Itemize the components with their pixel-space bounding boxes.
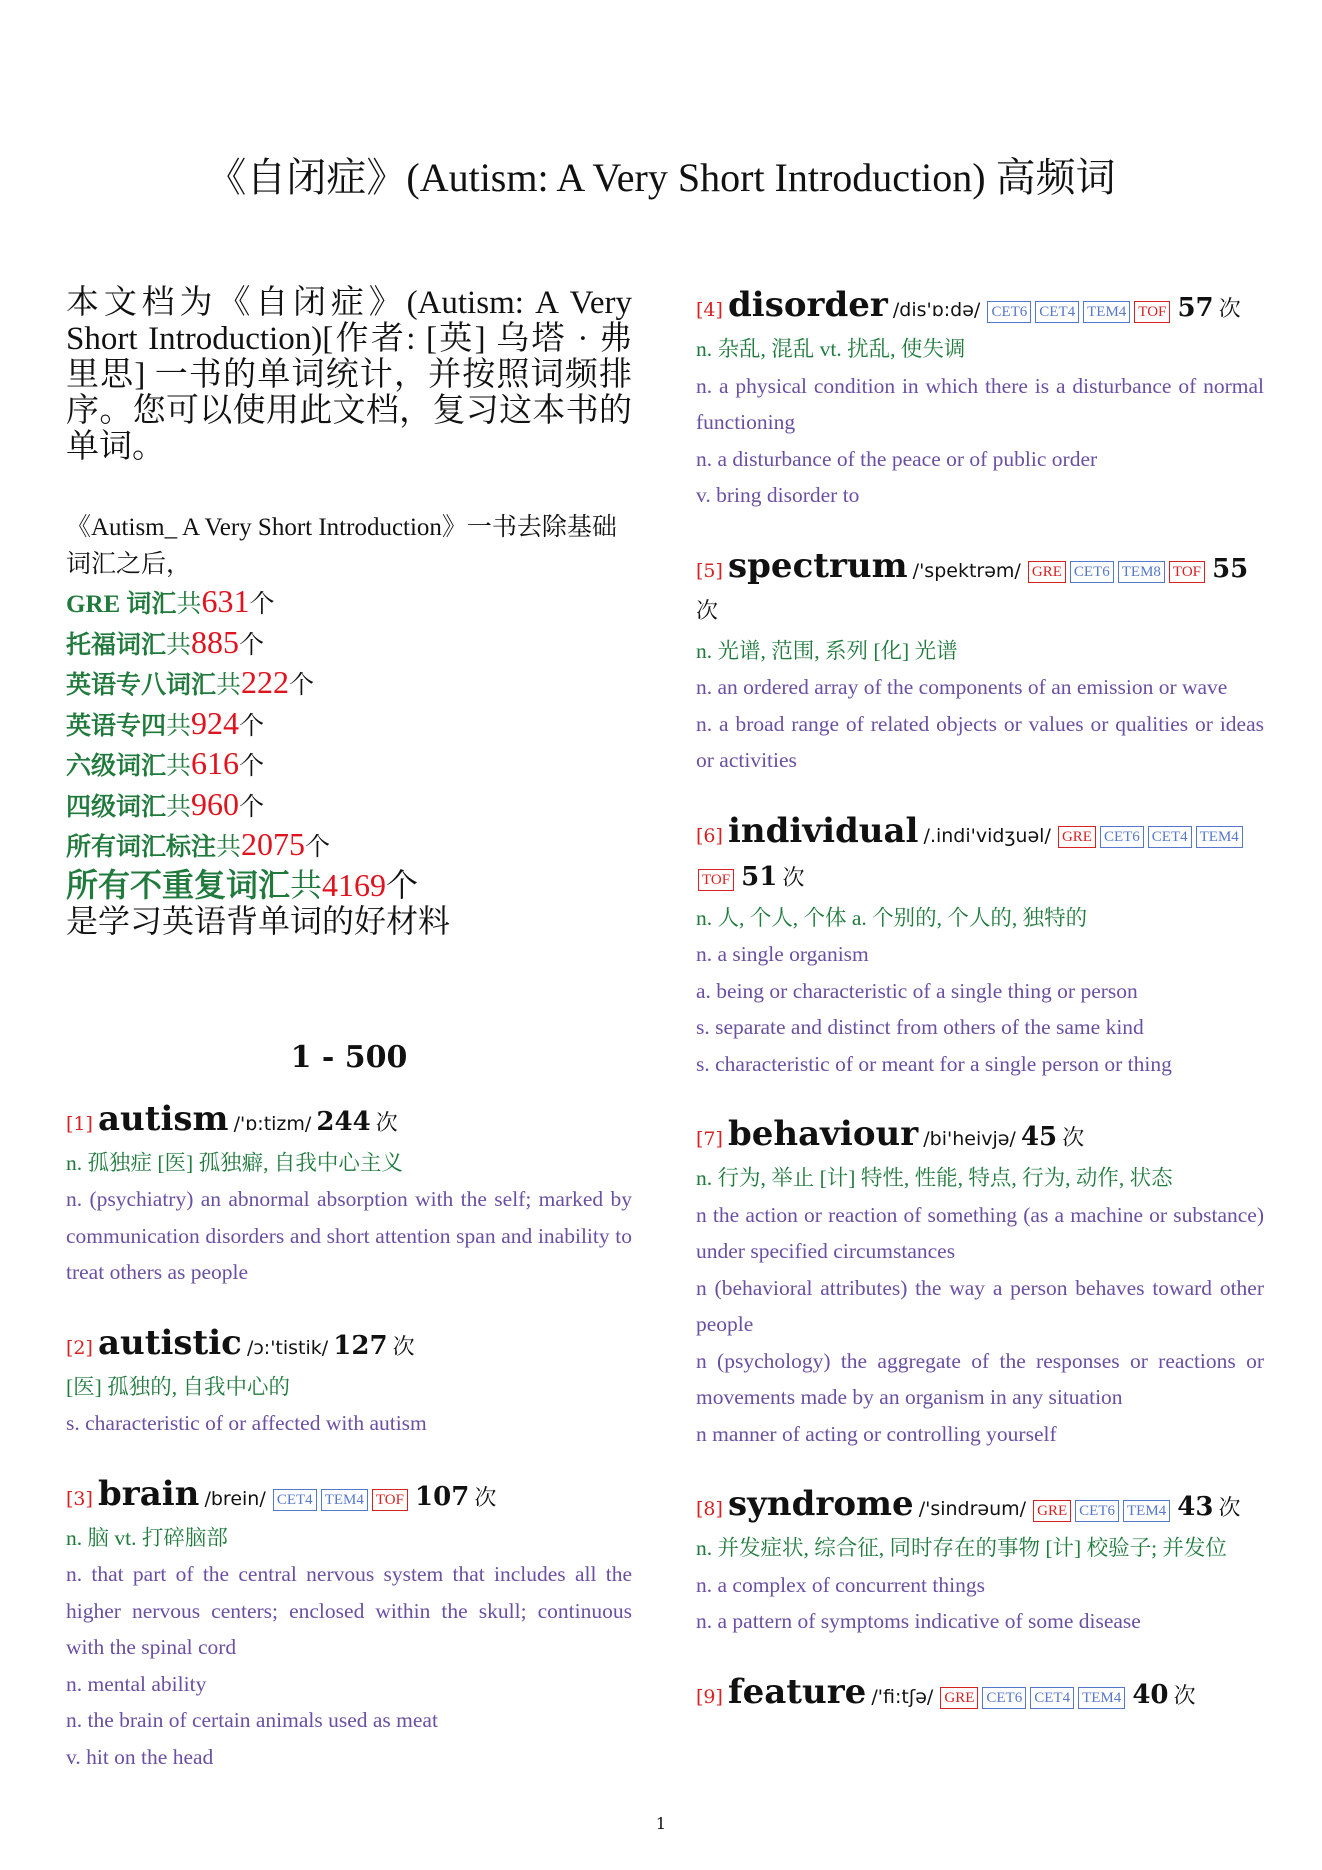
- entry-definition: n. a broad range of related objects or values or qualities or ideas or activities: [696, 711, 1264, 772]
- entry-head: [696, 1672, 1264, 1718]
- entry-phonetic: /'fi:tʃə/: [871, 1685, 934, 1708]
- entry-count: 127: [333, 1330, 388, 1361]
- stats-row: [66, 583, 632, 624]
- exam-tag: CET4: [1035, 301, 1079, 323]
- entry-word: autism: [98, 1098, 229, 1139]
- entry-definition: v. bring disorder to: [696, 483, 860, 507]
- entry-index: [7]: [696, 1128, 723, 1150]
- stats-suffix: 共: [216, 672, 242, 699]
- entry-definition: a. being or characteristic of a single thing or person: [696, 978, 1138, 1003]
- exam-tag: CET4: [273, 1489, 317, 1511]
- entry-head: [696, 1114, 1264, 1160]
- entry-definition: n the action or reaction of something (as a machine or substance) under specified circumstances: [696, 1202, 1264, 1263]
- entry-definition: n. a pattern of symptoms indicative of some disease: [696, 1609, 1141, 1633]
- exam-tag: TEM4: [1123, 1500, 1170, 1522]
- stats-unit: 个: [239, 712, 265, 740]
- exam-tag: GRE: [1028, 561, 1066, 583]
- entry-head: [696, 811, 1264, 900]
- page-number: 1: [655, 1814, 667, 1833]
- stats-unit: 个: [386, 866, 419, 903]
- entry-word: syndrome: [728, 1484, 914, 1524]
- stats-header: 《Autism_ A Very Short Introduction》一书去除基础词汇之后，: [66, 514, 617, 578]
- stats-number: 960: [191, 785, 240, 822]
- entry-definition: n. that part of the central nervous system that includes all the higher nervous centers; enclosed within the skull; continuous with the spinal cord: [66, 1562, 632, 1659]
- stats-unit: 个: [289, 672, 315, 699]
- range-heading: 1 - 500: [290, 1039, 408, 1075]
- stats-suffix: 共: [176, 591, 202, 618]
- page-title: 《自闭症》(Autism: A Very Short Introduction) 高频词: [206, 155, 1116, 200]
- stats-suffix: 共: [166, 712, 192, 740]
- stats-number: 616: [191, 745, 240, 781]
- stats-label: 四级词汇: [66, 793, 167, 821]
- entry-definition: n (behavioral attributes) the way a person behaves toward other people: [696, 1275, 1264, 1336]
- entry-definition: n. 行为, 举止 [计] 特性, 性能, 特点, 行为, 动作, 状态: [696, 1166, 1173, 1190]
- word-entry: [696, 1114, 1264, 1452]
- stats-unit: 个: [239, 753, 265, 780]
- entry-index: [4]: [696, 299, 723, 321]
- word-entry: [696, 1672, 1264, 1718]
- word-entry: [696, 811, 1264, 1083]
- entry-definition: s. characteristic of or meant for a single person or thing: [696, 1051, 1172, 1076]
- stats-row: [66, 624, 632, 665]
- word-entry: [66, 1323, 632, 1442]
- entry-phonetic: /'sindrəum/: [918, 1498, 1027, 1520]
- left-column: [66, 285, 632, 1807]
- entry-definition: n. (psychiatry) an abnormal absorption with the self; marked by communication disorders and short attention span and inability to treat others as people: [66, 1187, 632, 1284]
- stats-footer: 是学习英语背单词的好材料: [66, 903, 451, 939]
- entry-index: [5]: [696, 559, 723, 582]
- entry-word: disorder: [728, 285, 888, 325]
- stats-label: 英语专八词汇: [66, 672, 217, 699]
- stats-block: [66, 510, 632, 940]
- stats-number: 4169: [322, 866, 387, 903]
- entry-count: 244: [316, 1106, 371, 1137]
- entry-definition: [医] 孤独的, 自我中心的: [66, 1374, 290, 1399]
- intro-paragraph: 本文档为《自闭症》(Autism: A Very Short Introduction)[作者: [英] 乌塔 · 弗里思] 一书的单词统计，并按照词频排序。您可以使用此文档，复习这本书的单词。: [66, 285, 632, 465]
- word-entry: [66, 1099, 632, 1291]
- exam-tag: TEM8: [1118, 561, 1165, 583]
- stats-number: 885: [191, 623, 240, 660]
- exam-tag: CET6: [1100, 826, 1144, 848]
- stats-label: 六级词汇: [66, 753, 167, 780]
- stats-row: [66, 745, 632, 786]
- entry-phonetic: /bi'heivjə/: [923, 1128, 1016, 1150]
- entry-count: 55: [1212, 553, 1249, 584]
- entry-definition: s. characteristic of or affected with autism: [66, 1411, 427, 1435]
- entry-definition: n. the brain of certain animals used as meat: [66, 1708, 438, 1732]
- entry-count: 57: [1177, 293, 1214, 323]
- stats-label: 托福词汇: [66, 631, 167, 659]
- entry-definition: n. 孤独症 [医] 孤独癖, 自我中心主义: [66, 1150, 403, 1175]
- entry-definition: n. 脑 vt. 打碎脑部: [66, 1525, 228, 1550]
- entry-head: [66, 1099, 632, 1145]
- entry-definition: n. 并发症状, 综合征, 同时存在的事物 [计] 校验子; 并发位: [696, 1536, 1227, 1560]
- exam-tag: GRE: [1033, 1500, 1071, 1522]
- stats-suffix: 共: [166, 793, 192, 821]
- stats-number: 222: [241, 664, 290, 700]
- entry-phonetic: /'ɒ:tizm/: [233, 1112, 312, 1135]
- entry-phonetic: /.indi'vidʒuəl/: [923, 824, 1051, 847]
- count-unit: 次: [1218, 297, 1241, 322]
- entry-phonetic: /ɔ:'tistik/: [246, 1336, 329, 1359]
- entry-head: [66, 1323, 632, 1369]
- exam-tag: TEM4: [1196, 826, 1243, 848]
- left-entries: [66, 1099, 632, 1776]
- exam-tag: GRE: [1058, 826, 1096, 848]
- stats-label: 所有词汇标注: [66, 834, 217, 861]
- stats-suffix: 共: [166, 753, 192, 780]
- stats-unit: 个: [305, 834, 331, 861]
- count-unit: 次: [1062, 1126, 1085, 1151]
- stats-rows: [66, 583, 632, 903]
- stats-label: GRE 词汇: [66, 591, 177, 618]
- stats-row: [66, 705, 632, 746]
- entry-word: individual: [728, 810, 919, 851]
- entry-phonetic: /'spektrəm/: [912, 559, 1021, 582]
- word-entry: [696, 1484, 1264, 1640]
- entry-count: 107: [415, 1481, 470, 1512]
- exam-tag: CET6: [987, 301, 1031, 323]
- exam-tag: TOF: [1134, 301, 1170, 323]
- stats-label: 所有不重复词汇: [66, 866, 291, 903]
- entry-definition: n. an ordered array of the components of an emission or wave: [696, 675, 1228, 699]
- entry-definition: n. a physical condition in which there is a disturbance of normal functioning: [696, 373, 1264, 434]
- stats-row: [66, 826, 632, 867]
- entry-word: autistic: [98, 1322, 242, 1363]
- count-unit: 次: [782, 865, 805, 891]
- stats-suffix: 共: [166, 631, 192, 659]
- exam-tag: CET4: [1148, 826, 1192, 848]
- stats-row: [66, 867, 632, 904]
- entry-definition: v. hit on the head: [66, 1744, 214, 1769]
- entry-index: [8]: [696, 1498, 723, 1520]
- stats-unit: 个: [239, 793, 265, 821]
- entry-word: brain: [98, 1473, 200, 1514]
- right-column: [696, 285, 1264, 1750]
- entry-index: [3]: [66, 1487, 93, 1510]
- entry-phonetic: /brein/: [204, 1487, 266, 1510]
- entry-head: [696, 285, 1264, 331]
- exam-tag: TOF: [698, 869, 734, 891]
- exam-tag: CET6: [982, 1687, 1026, 1709]
- entry-word: feature: [728, 1671, 867, 1712]
- entry-index: [6]: [696, 824, 723, 847]
- entry-count: 43: [1177, 1492, 1214, 1522]
- count-unit: 次: [1173, 1683, 1196, 1709]
- entry-head: [66, 1474, 632, 1520]
- stats-suffix: 共: [216, 834, 242, 861]
- entry-definition: n (psychology) the aggregate of the responses or reactions or movements made by an organism in any situation: [696, 1348, 1264, 1409]
- entry-count: 45: [1020, 1122, 1058, 1152]
- stats-unit: 个: [249, 591, 275, 618]
- stats-number: 2075: [241, 826, 306, 862]
- count-unit: 次: [474, 1485, 497, 1511]
- count-unit: 次: [1218, 1496, 1241, 1521]
- stats-row: [66, 664, 632, 705]
- entry-definition: n. 光谱, 范围, 系列 [化] 光谱: [696, 638, 958, 663]
- exam-tag: CET4: [1030, 1687, 1074, 1709]
- entry-definition: n. a complex of concurrent things: [696, 1572, 985, 1597]
- entry-definition: n. 人, 个人, 个体 a. 个别的, 个人的, 独特的: [696, 905, 1088, 930]
- word-entry: [66, 1474, 632, 1776]
- entry-definition: n. mental ability: [66, 1671, 207, 1696]
- stats-label: 英语专四: [66, 712, 167, 740]
- exam-tag: TOF: [372, 1489, 408, 1511]
- stats-row: [66, 786, 632, 827]
- entry-index: [1]: [66, 1112, 93, 1135]
- exam-tag: TEM4: [1083, 301, 1130, 323]
- right-entries: [696, 285, 1264, 1718]
- count-unit: 次: [696, 598, 719, 624]
- entry-count: 40: [1132, 1679, 1169, 1710]
- exam-tag: TOF: [1169, 561, 1205, 583]
- stats-unit: 个: [239, 631, 265, 659]
- entry-head: [696, 1484, 1264, 1530]
- entry-definition: n. a disturbance of the peace or of public order: [696, 446, 1098, 471]
- exam-tag: TEM4: [1078, 1687, 1125, 1709]
- entry-phonetic: /dis'ɒ:də/: [892, 299, 981, 321]
- entry-index: [9]: [696, 1685, 723, 1708]
- stats-number: 924: [191, 704, 240, 741]
- entry-definition: n. a single organism: [696, 942, 869, 966]
- exam-tag: CET6: [1070, 561, 1114, 583]
- entry-index: [2]: [66, 1336, 93, 1359]
- entry-word: spectrum: [728, 545, 908, 586]
- entry-definition: n. 杂乱, 混乱 vt. 扰乱, 使失调: [696, 337, 966, 361]
- entry-definition: n manner of acting or controlling yourself: [696, 1421, 1057, 1446]
- exam-tag: GRE: [940, 1687, 978, 1709]
- entry-word: behaviour: [728, 1114, 919, 1154]
- entry-head: [696, 546, 1264, 633]
- word-entry: [696, 285, 1264, 514]
- stats-suffix: 共: [290, 866, 323, 903]
- entry-count: 51: [741, 861, 778, 892]
- count-unit: 次: [375, 1110, 398, 1136]
- count-unit: 次: [392, 1334, 415, 1360]
- stats-number: 631: [201, 583, 250, 619]
- entry-definition: s. separate and distinct from others of the same kind: [696, 1015, 1144, 1039]
- word-entry: [696, 546, 1264, 779]
- exam-tag: CET6: [1075, 1500, 1119, 1522]
- exam-tag: TEM4: [321, 1489, 368, 1511]
